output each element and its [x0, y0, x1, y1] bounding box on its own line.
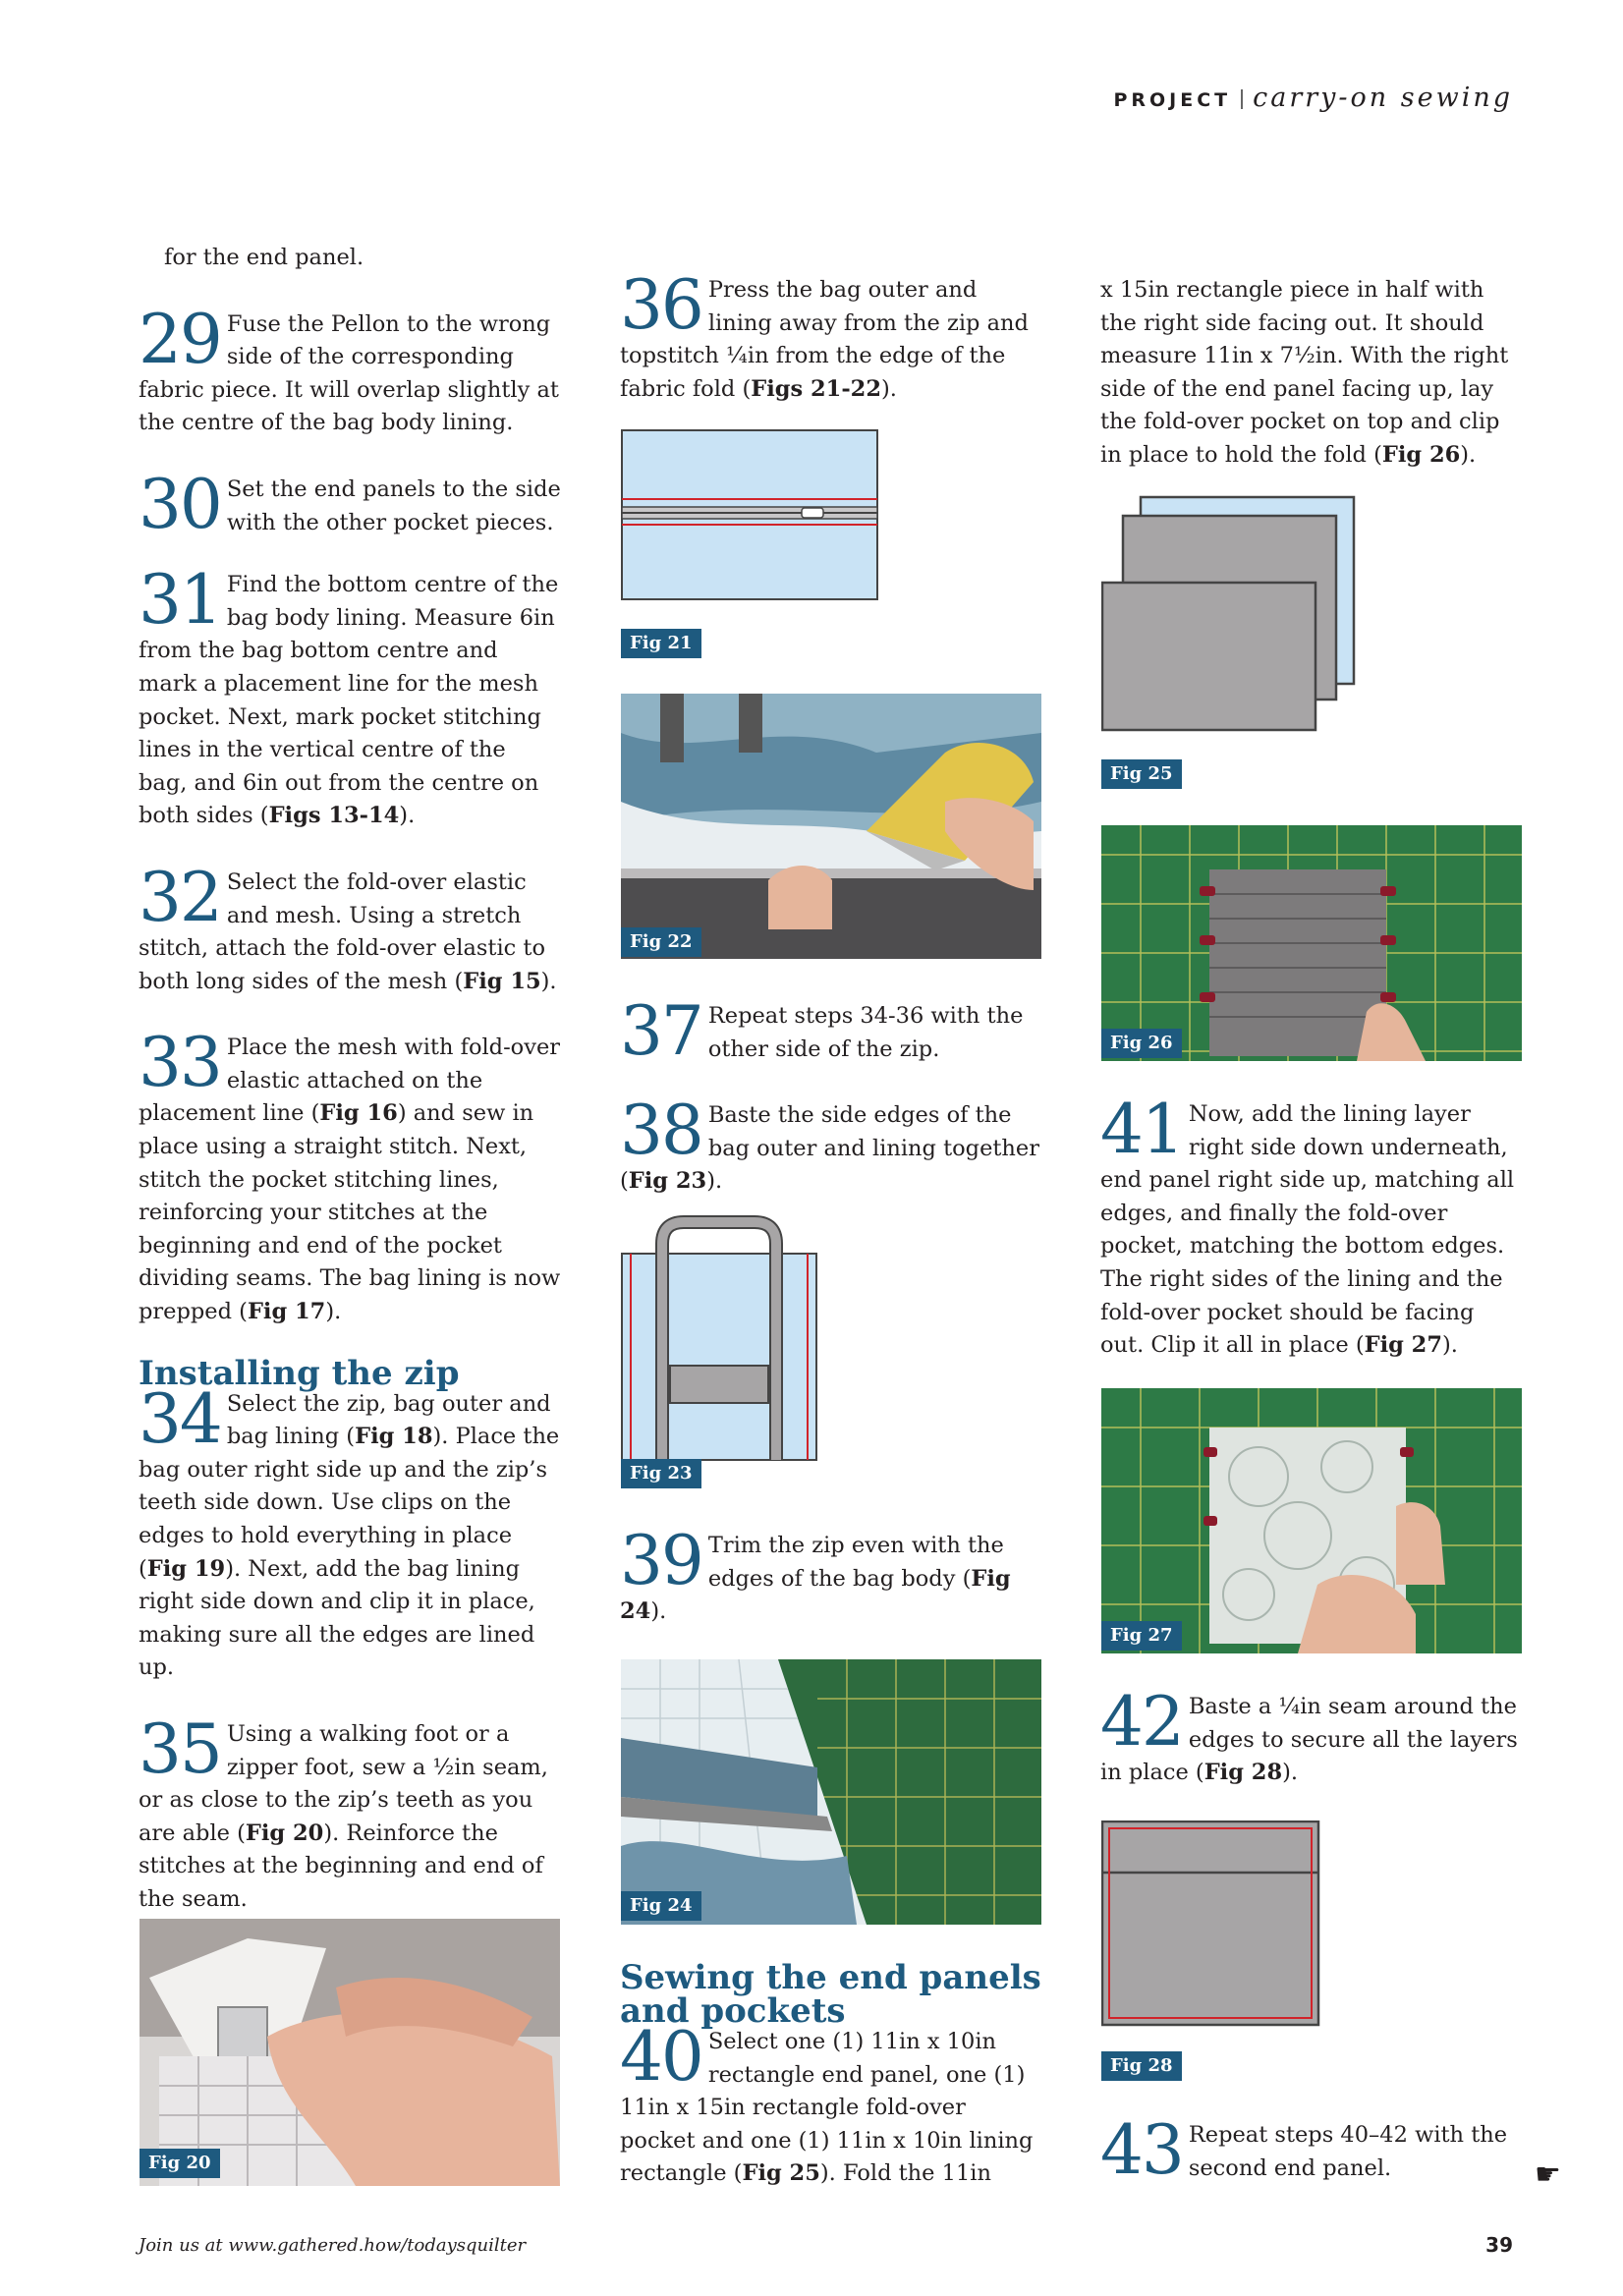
ironing-illustration	[621, 694, 1041, 959]
fig-22-ironing-photo	[621, 694, 1041, 959]
step-30	[139, 465, 561, 544]
step-number: 30	[139, 465, 221, 544]
fig-20-sewing-machine-photo	[140, 1919, 560, 2186]
column-2-bottom	[620, 1958, 1042, 2191]
step-text-end: ). Fold the 11in	[819, 2160, 991, 2187]
step-39	[620, 1522, 1042, 1629]
figure-reference: Fig 19	[146, 1555, 226, 1582]
figure-reference: Fig 27	[1364, 1332, 1442, 1359]
footer-url: Join us at www.gathered.how/todaysquilter	[139, 2235, 527, 2256]
figure-label: Fig 26	[1101, 1029, 1182, 1058]
step-34	[139, 1379, 561, 1685]
fig-28-basted-panel-diagram	[1101, 1820, 1322, 2092]
figure-reference: Fig 18	[355, 1424, 433, 1450]
column-3-top	[1100, 274, 1523, 473]
figure-label: Fig 23	[621, 1459, 701, 1488]
bag-baste-diagram	[621, 1214, 817, 1491]
figure-reference: Fig 17	[247, 1299, 326, 1325]
step-text: Find the bottom centre of the bag body lining. Measure 6in from the bag bottom centre and mark a placement line for the mesh pocket. Next, mark pocket stitching lines in the vertical centre of the bag, and 6in out from the centre on both sides (	[139, 572, 559, 829]
column-2-lower	[620, 1522, 1042, 1629]
step-number: 34	[139, 1379, 221, 1459]
step-text: Repeat steps 40–42 with the second end panel.	[1188, 2122, 1508, 2181]
zip-topstitch-diagram	[621, 429, 878, 659]
page-number: 39	[1485, 2233, 1513, 2257]
panel-layers-diagram	[1101, 494, 1357, 794]
step-text-end: ). Next, add the bag lining right side down and clip it in place, making sure all the edges are lined up.	[139, 1555, 535, 1681]
step-36	[620, 266, 1042, 406]
figure-label: Fig 20	[140, 2149, 220, 2178]
step-text-end: ).	[880, 375, 897, 402]
step-text: Baste the side edges of the bag outer and lining together (	[620, 1102, 1039, 1195]
step-number: 43	[1100, 2111, 1183, 2190]
step-number: 40	[620, 2018, 702, 2097]
step-text: Press the bag outer and lining away from the zip and topstitch ¼in from the edge of the fabric fold (	[620, 277, 1029, 402]
step-37	[620, 992, 1042, 1071]
step-38	[620, 1092, 1042, 1199]
step-number: 36	[620, 266, 702, 345]
fig-21-zip-diagram	[621, 429, 878, 659]
step-number: 31	[139, 561, 221, 641]
step-33	[139, 1024, 561, 1328]
step-35	[139, 1709, 561, 1917]
column-2-middle	[620, 992, 1042, 1199]
figure-reference: Fig 24	[620, 1565, 1011, 1625]
column-3-lower	[1100, 1683, 1523, 1790]
step-text: Select one (1) 11in x 10in rectangle end panel, one (1) 11in x 15in rectangle fold-over pocket and one (1) 11in x 10in lining rectangle (	[620, 2029, 1034, 2187]
step-40	[620, 2018, 1042, 2191]
column-1	[139, 242, 561, 1917]
column-2-top	[620, 266, 1042, 406]
step-number: 42	[1100, 1683, 1183, 1762]
step-number: 39	[620, 1522, 702, 1600]
step-text-end: ).	[399, 803, 416, 829]
figure-label: Fig 22	[621, 927, 701, 957]
column-3-middle	[1100, 1091, 1523, 1363]
section-heading-end-panels: Sewing the end panels and pockets	[620, 1958, 1041, 2031]
figure-label: Fig 27	[1101, 1621, 1182, 1651]
step-text: Select the zip, bag outer and bag lining (	[226, 1390, 551, 1450]
step-text-end: ).	[650, 1598, 667, 1625]
step-text-end: ).	[1442, 1332, 1458, 1359]
fig-27-lining-photo	[1101, 1388, 1522, 1653]
step-number: 32	[139, 858, 221, 937]
sewing-machine-illustration	[140, 1919, 560, 2186]
figure-reference: Fig 15	[463, 968, 541, 994]
section-label: PROJECT	[1113, 89, 1232, 111]
figure-label: Fig 24	[621, 1891, 701, 1921]
step-text-end: ).	[1282, 1760, 1299, 1786]
step-number: 29	[139, 300, 221, 379]
step-text: Select the fold-over elastic and mesh. Using a stretch stitch, attach the fold-over elastic to both long sides of the mesh (	[139, 868, 545, 994]
trimmed-zip-illustration	[621, 1659, 1041, 1925]
step-text: Baste a ¼in seam around the edges to secure all the layers in place (	[1100, 1694, 1518, 1786]
step-number: 37	[620, 992, 702, 1071]
figure-reference: Fig 23	[628, 1168, 707, 1195]
running-header	[1113, 83, 1513, 122]
step-number: 38	[620, 1092, 702, 1171]
step-text: Place the mesh with fold-over elastic attached on the placement line (	[139, 1035, 561, 1127]
step-text: Using a walking foot or a zipper foot, sew a ½in seam, or as close to the zip’s teeth as you are able (	[139, 1720, 548, 1846]
header-divider	[1241, 89, 1243, 109]
step-number: 35	[139, 1709, 221, 1789]
step-text-mid: ) and sew in place using a straight stitch. Next, stitch the pocket stitching lines, reinforcing your stitches at the beginning and end of the pocket dividing seams. The bag lining is now prepped (	[139, 1100, 561, 1325]
step-text-mid: ). Place the bag outer right side up and the zip’s teeth side down. Use clips on the edges to hold everything in place (	[139, 1424, 560, 1582]
step-text: Now, add the lining layer right side down underneath, end panel right side up, matching all edges, and finally the fold-over pocket, matching the bottom edges. The right sides of the lining and the fold-over pocket should be facing out. Clip it all in place (	[1100, 1101, 1515, 1359]
step-31	[139, 561, 561, 833]
step-29	[139, 300, 561, 440]
project-title: carry-on sewing	[1253, 83, 1513, 113]
figure-reference: Fig 28	[1203, 1760, 1283, 1786]
continued-text-end: ).	[1460, 441, 1477, 468]
figure-label: Fig 21	[621, 629, 701, 658]
step-number: 41	[1100, 1091, 1183, 1169]
section-heading-installing-zip: Installing the zip	[139, 1353, 460, 1393]
paragraph-intro: for the end panel.	[164, 245, 364, 270]
step-text: Trim the zip even with the edges of the bag body (	[707, 1533, 1004, 1592]
step-41	[1100, 1091, 1523, 1363]
column-3-bottom	[1100, 2111, 1523, 2190]
step-text: Fuse the Pellon to the wrong side of the corresponding fabric piece. It will overlap slightly at the centre of the bag body lining.	[139, 310, 559, 436]
pointing-hand-icon: ☛	[1535, 2157, 1561, 2192]
step-text-end: ).	[325, 1299, 342, 1325]
step-42	[1100, 1683, 1523, 1790]
fig-23-bag-diagram	[621, 1214, 817, 1491]
step-text: Set the end panels to the side with the other pocket pieces.	[226, 476, 561, 535]
figure-label: Fig 25	[1101, 759, 1182, 789]
continued-text: x 15in rectangle piece in half with the right side facing out. It should measure 11in x 7½in. With the right side of the end panel facing up, lay the fold-over pocket on top and clip in place to hold the fold (	[1100, 277, 1509, 468]
paragraph-continued	[1100, 274, 1523, 473]
lining-illustration	[1101, 1388, 1522, 1653]
step-32	[139, 858, 561, 998]
figure-reference: Figs 21-22	[751, 375, 881, 402]
figure-reference: Fig 25	[742, 2160, 820, 2187]
fig-26-clipped-panel-photo	[1101, 825, 1522, 1061]
figure-reference: Fig 26	[1381, 441, 1461, 468]
figure-label: Fig 28	[1101, 2051, 1182, 2081]
clipped-panel-illustration	[1101, 825, 1522, 1061]
step-43	[1100, 2111, 1523, 2190]
step-text: Repeat steps 34-36 with the other side of the zip.	[707, 1003, 1024, 1062]
step-number: 33	[139, 1024, 221, 1103]
figure-reference: Fig 20	[245, 1820, 324, 1846]
step-text-end: ).	[540, 968, 557, 994]
fig-25-layer-diagram	[1101, 494, 1357, 794]
fig-24-trimmed-zip-photo	[621, 1659, 1041, 1925]
figure-reference: Figs 13-14	[268, 803, 400, 829]
step-text-end: ).	[706, 1168, 723, 1195]
figure-reference: Fig 16	[319, 1100, 398, 1127]
step-text-end: ). Reinforce the stitches at the beginning and end of the seam.	[139, 1820, 543, 1912]
